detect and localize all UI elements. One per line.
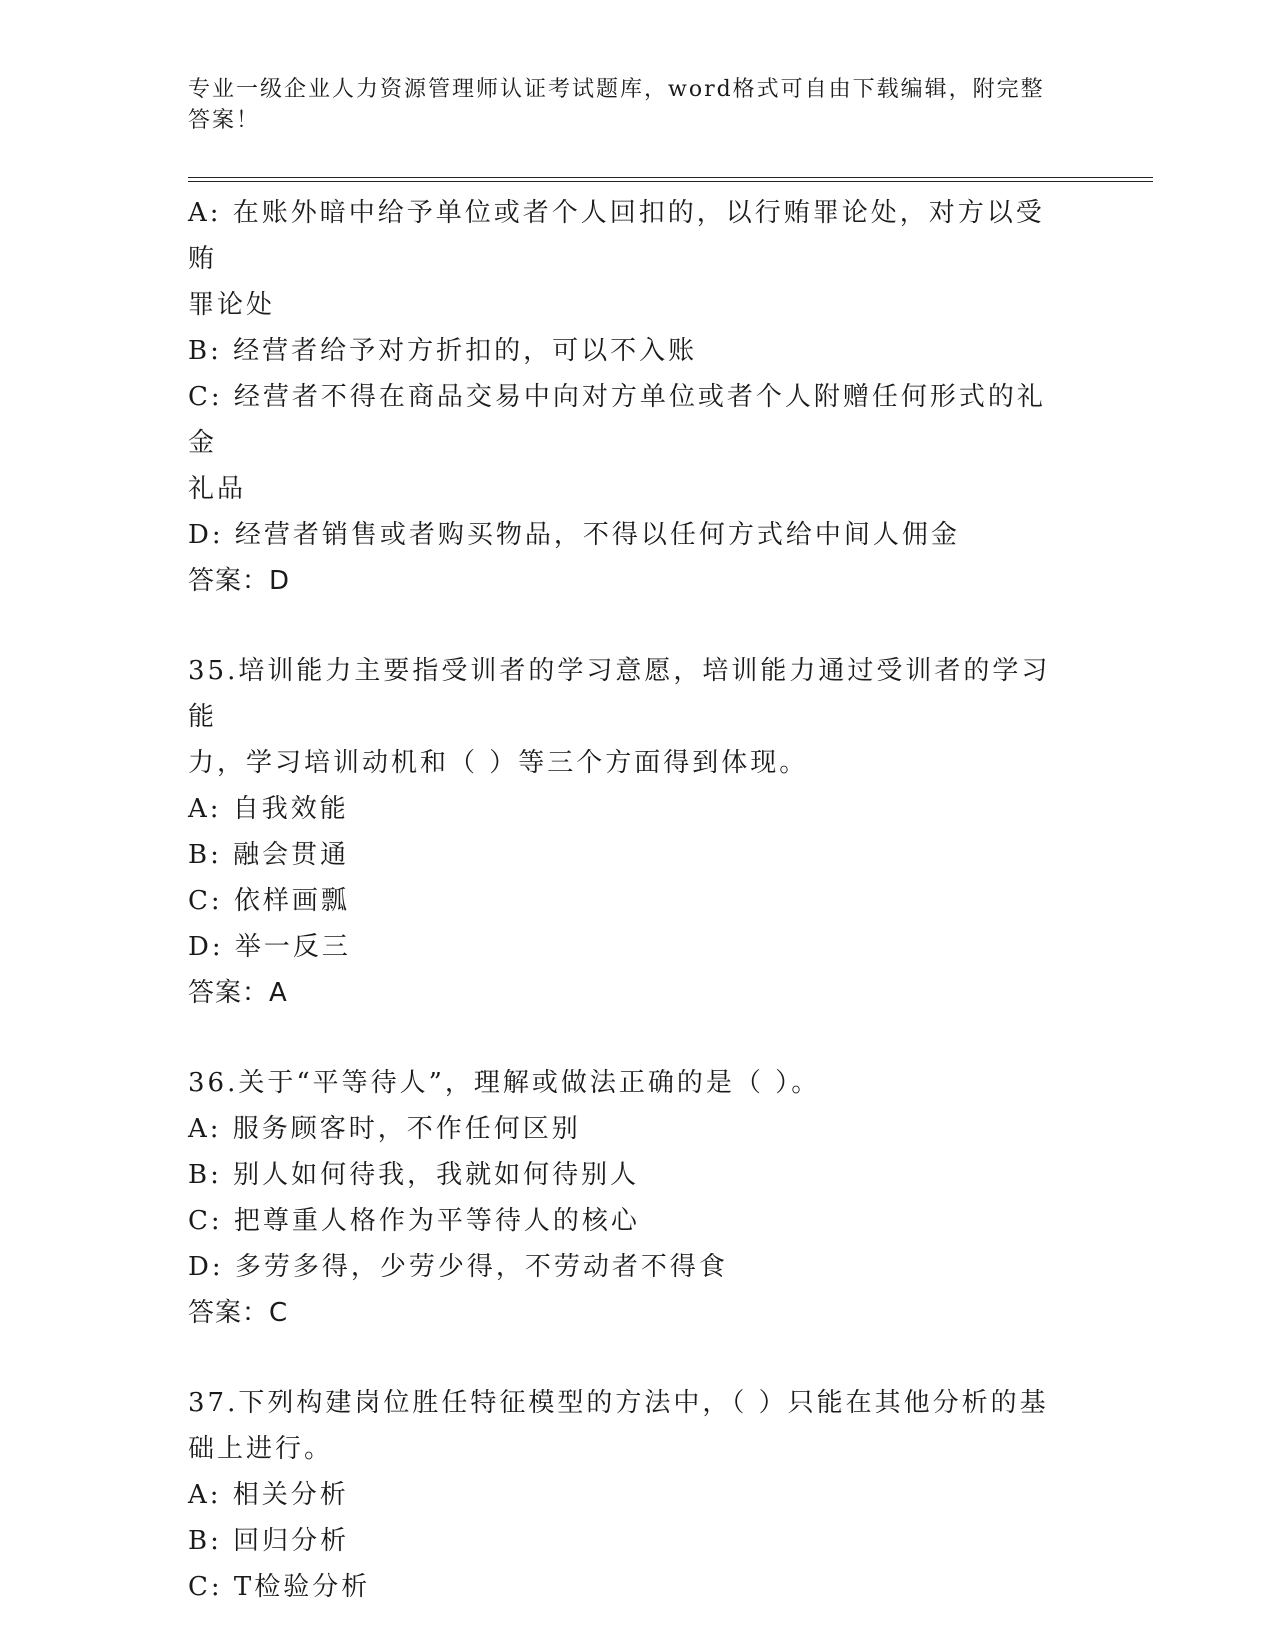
option-c: C: 把尊重人格作为平等待人的核心 — [188, 1206, 640, 1236]
header-title-line-2: 答案！ — [188, 108, 261, 133]
option-a-line-2: 罪论处 — [188, 290, 276, 320]
option-b: B: 融会贯通 — [188, 840, 350, 870]
question-stem-line-2: 础上进行。 — [188, 1434, 334, 1464]
option-d: D: 经营者销售或者购买物品，不得以任何方式给中间人佣金 — [188, 520, 960, 550]
header-title-line-1: 专业一级企业人力资源管理师认证考试题库，word格式可自由下载编辑，附完整 — [188, 77, 1045, 102]
option-d: D: 举一反三 — [188, 932, 351, 962]
option-c-line-1: C: 经营者不得在商品交易中向对方单位或者个人附赠任何形式的礼金 — [188, 382, 1046, 458]
question-34 — [188, 190, 1068, 604]
answer: 答案：C — [188, 1298, 289, 1328]
option-a: A: 相关分析 — [188, 1480, 349, 1510]
question-stem-line-1: 35.培训能力主要指受训者的学习意愿，培训能力通过受训者的学习能 — [188, 656, 1051, 732]
spacer — [188, 604, 1068, 648]
option-b: B: 别人如何待我，我就如何待别人 — [188, 1160, 640, 1190]
question-stem-line-1: 37.下列构建岗位胜任特征模型的方法中，（ ）只能在其他分析的基 — [188, 1388, 1049, 1418]
question-stem: 36.关于“平等待人”，理解或做法正确的是（ ）。 — [188, 1068, 821, 1098]
answer: 答案：A — [188, 978, 288, 1008]
option-d: D: 多劳多得，少劳少得，不劳动者不得食 — [188, 1252, 728, 1282]
document-header — [188, 74, 1068, 136]
option-c: C: T检验分析 — [188, 1572, 371, 1602]
question-stem-line-2: 力，学习培训动机和（ ）等三个方面得到体现。 — [188, 748, 809, 778]
option-c: C: 依样画瓢 — [188, 886, 350, 916]
spacer — [188, 1336, 1068, 1380]
question-35 — [188, 648, 1068, 1016]
option-a: A: 自我效能 — [188, 794, 349, 824]
question-content — [188, 190, 1068, 1610]
option-a-line-1: A: 在账外暗中给予单位或者个人回扣的，以行贿罪论处，对方以受贿 — [188, 198, 1045, 274]
question-37 — [188, 1380, 1068, 1610]
option-b: B: 经营者给予对方折扣的，可以不入账 — [188, 336, 698, 366]
question-36 — [188, 1060, 1068, 1336]
option-c-line-2: 礼品 — [188, 474, 247, 504]
header-divider — [188, 177, 1153, 182]
option-b: B: 回归分析 — [188, 1526, 350, 1556]
option-a: A: 服务顾客时，不作任何区别 — [188, 1114, 581, 1144]
spacer — [188, 1016, 1068, 1060]
answer: 答案：D — [188, 566, 291, 596]
